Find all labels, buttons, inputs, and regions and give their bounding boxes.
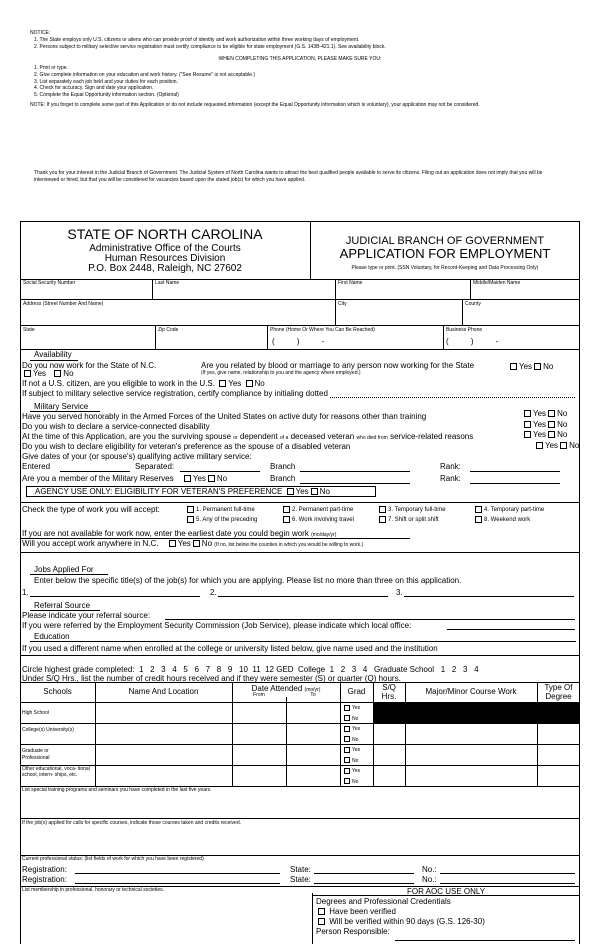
line <box>20 552 580 553</box>
work-type-question: Check the type of work you will accept: <box>22 505 160 514</box>
notice-item-2: 2. Persons subject to military selective service registration must certify compliance to be eligible for state employment (G.S. 143B-421.1). See availability block. <box>34 43 386 50</box>
work-options <box>185 505 575 525</box>
jobs-title: Jobs Applied For <box>34 565 94 574</box>
military-q2: Do you wish to declare a service-connected disability <box>22 422 210 431</box>
start-format: (mo/day/yr) <box>311 532 337 538</box>
no-label: No <box>216 474 228 483</box>
dates-format: (mo/yr) <box>304 687 321 693</box>
divider <box>405 682 406 786</box>
line <box>30 574 108 575</box>
within-label: Will be verified within 90 days (G.S. 126-30) <box>329 917 485 926</box>
q3-no-checkbox[interactable] <box>246 380 253 387</box>
row-label-college: College(s) University(s) <box>22 727 74 733</box>
no-label: No <box>352 736 359 743</box>
line <box>20 349 580 350</box>
aoc-block <box>316 897 485 937</box>
grad-no-checkbox[interactable] <box>344 757 350 763</box>
opt5-checkbox[interactable] <box>187 516 194 523</box>
line <box>20 325 580 326</box>
degree-b: Degree <box>545 692 572 701</box>
no-label: No <box>63 369 74 378</box>
form-instruction: Please type or print. (SSN Voluntary, for Record-Keeping and Data Processing Only) <box>351 265 539 271</box>
line <box>180 471 260 472</box>
divider <box>462 299 463 325</box>
line <box>165 619 575 620</box>
divider <box>340 682 341 786</box>
no-label: No <box>352 778 359 785</box>
m1-no-checkbox[interactable] <box>548 410 555 417</box>
line <box>20 818 580 819</box>
divider <box>443 325 444 349</box>
yes-label: Yes <box>533 419 547 429</box>
line <box>470 471 560 472</box>
m4-yes-checkbox[interactable] <box>536 442 543 449</box>
opt-label: 1. Permanent full-time <box>196 507 255 513</box>
col-yes-checkbox[interactable] <box>344 726 350 732</box>
zip-label: Zip Code <box>158 327 179 333</box>
hours-instruction: Under S/Q Hrs., list the number of credit hours received and if they were semester (S) or quarter (Q) hours. <box>22 674 401 683</box>
anywhere-question <box>22 539 363 549</box>
line <box>312 895 580 896</box>
yes-label: Yes <box>177 539 191 548</box>
branch-title: JUDICIAL BRANCH OF GOVERNMENT <box>345 235 545 247</box>
step-4: 4. Check for accuracy. Sign and date your application. <box>34 85 154 92</box>
line <box>440 883 575 884</box>
line <box>330 397 575 398</box>
header-right <box>310 236 580 271</box>
m4-no-checkbox[interactable] <box>560 442 567 449</box>
within-checkbox[interactable] <box>318 918 325 925</box>
divider <box>155 325 156 349</box>
availability-q2: Are you related by blood or marriage to any person now working for the State <box>201 361 475 370</box>
referral-title: Referral Source <box>34 601 91 610</box>
opt-label: 3. Temporary full-time <box>388 507 446 513</box>
no-label: No <box>254 379 265 388</box>
divider <box>286 697 287 786</box>
line <box>470 483 560 484</box>
opt4-checkbox[interactable] <box>475 506 482 513</box>
completing-header: WHEN COMPLETING THIS APPLICATION, PLEASE MAKE SURE YOU: <box>218 56 382 63</box>
anywhere-note: (If no, list below the counties in which you would be willing to work.) <box>214 542 364 548</box>
verified-checkbox[interactable] <box>318 908 325 915</box>
military-q3 <box>22 432 473 442</box>
agency-no-checkbox[interactable] <box>311 488 318 495</box>
line <box>395 940 575 941</box>
availability-q2-note: (If yes, give name, relationship to you and the agency where employed.) <box>201 370 361 376</box>
home-phone-field[interactable]: ( ) - <box>272 337 325 346</box>
military-title: Military Service <box>34 402 89 411</box>
thanks-paragraph: Thank you for your interest in the Judicial Branch of Government. The Judicial System of North Carolina wants to attract the best qualified people available to serve its citizens. Filing out an application does not imply that you will be interviewed or hired, but that you will be considered for vacancies based upon the stated job(s) for which you have applied. <box>34 170 543 183</box>
q1-no-checkbox[interactable] <box>54 370 61 377</box>
divider <box>335 279 336 299</box>
grad-yes-checkbox[interactable] <box>344 747 350 753</box>
training-label: List special training programs and seminars you have completed in the last five years. <box>22 787 212 793</box>
dates-text: Date Attended <box>251 684 303 693</box>
line <box>20 744 580 745</box>
notice-block <box>30 30 570 109</box>
line <box>75 883 280 884</box>
notice-item-1: 1. The State employs only U.S. citizens or aliens who can provide proof of identity and work authorization within three working days of employment. <box>34 36 360 43</box>
col-to: To <box>310 692 316 698</box>
jobs-instruction: Enter below the specific title(s) of the job(s) for which you are applying. Please list no more than three on this application. <box>34 576 462 585</box>
opt2-checkbox[interactable] <box>283 506 290 513</box>
availability-q1-options <box>22 369 74 378</box>
q3-text-c: or <box>233 435 238 441</box>
office-name: Administrative Office of the Courts <box>89 243 241 254</box>
q3-text-e: of a <box>280 435 289 441</box>
m1-yes-checkbox[interactable] <box>524 410 531 417</box>
col-degree <box>537 683 580 701</box>
q3-text-b: surviving spouse <box>171 432 232 441</box>
reserves-branch-label: Branch <box>270 474 296 483</box>
opt1-checkbox[interactable] <box>187 506 194 513</box>
no-label: No <box>543 362 554 371</box>
military-q4: Do you wish to declare eligibility for veteran's preference as the spouse of a disabled veteran <box>22 442 351 451</box>
reserves-rank-label: Rank: <box>440 474 461 483</box>
yes-label: Yes <box>228 379 242 388</box>
divider <box>470 279 471 299</box>
m3-yes-checkbox[interactable] <box>524 431 531 438</box>
divider <box>312 893 313 944</box>
line <box>20 299 580 300</box>
start-text: If you are not available for work now, enter the earliest date you could begin work <box>22 529 309 538</box>
status-label: Current professional status: (list fields of work for which you have been registered) <box>22 856 204 862</box>
rank-label: Rank: <box>440 462 461 471</box>
m3-no-checkbox[interactable] <box>548 431 555 438</box>
reserves-yes-checkbox[interactable] <box>184 475 191 482</box>
grade-completed: Circle highest grade completed: 1 2 3 4 5 6 7 8 9 10 11 12 GED College 1 2 3 4 Graduate School 1 2 3 4 <box>22 665 479 674</box>
address-label: Address (Street Number And Name) <box>23 301 104 307</box>
yes-label: Yes <box>545 440 559 450</box>
state-name: STATE OF NORTH CAROLINA <box>67 226 263 242</box>
division-name: Human Resources Division <box>104 253 226 264</box>
other-yes-checkbox[interactable] <box>344 768 350 774</box>
first-name-label: First Name <box>338 280 363 286</box>
no-label: No <box>569 440 580 450</box>
degree-a: Type Of <box>544 683 573 692</box>
opt-label: 5. Any of the preceding <box>196 517 258 523</box>
anywhere-yes-checkbox[interactable] <box>169 540 176 547</box>
yes-label: Yes <box>352 705 361 711</box>
availability-q1: Do you now work for the State of N.C. <box>22 361 157 370</box>
courses-label: If the job(s) applied for calls for specific courses, indicate those courses taken and credits received. <box>22 820 241 826</box>
row-label-graduate: Graduate or Professional <box>22 748 50 761</box>
line <box>20 655 580 656</box>
opt-label: 6. Work involving travel <box>292 517 354 523</box>
anywhere-no-checkbox[interactable] <box>193 540 200 547</box>
line <box>20 682 580 683</box>
yes-label: Yes <box>352 747 361 753</box>
city-label: City <box>338 301 347 307</box>
job-1: 1. <box>22 588 29 597</box>
other-no-checkbox[interactable] <box>344 778 350 784</box>
divider <box>335 299 336 325</box>
referral-q1: Please indicate your referral source: <box>22 611 151 620</box>
availability-q2-options <box>508 362 553 371</box>
branch-label: Branch <box>270 462 296 471</box>
line <box>404 596 574 597</box>
referral-q2: If you were referred by the Employment Security Commission (Job Service), please indicate which local office: <box>22 621 412 630</box>
high-school-shade <box>373 702 580 723</box>
entered-label: Entered <box>22 462 51 471</box>
grad-checkboxes <box>342 703 360 787</box>
yes-label: Yes <box>533 409 547 418</box>
no-label: No <box>319 487 330 496</box>
yes-label: Yes <box>295 487 309 496</box>
form-title: APPLICATION FOR EMPLOYMENT <box>339 246 551 261</box>
line <box>20 502 580 503</box>
row-label-high-school: High School <box>22 710 49 716</box>
line <box>218 596 388 597</box>
step-1: 1. Print or type. <box>34 65 68 71</box>
line <box>300 483 410 484</box>
agency-text: AGENCY USE ONLY: ELIGIBILITY FOR VETERAN'S PREFERENCE <box>35 487 283 496</box>
agency-use-box <box>26 486 376 497</box>
person-responsible-label: Person Responsible: <box>316 927 390 936</box>
yes-label: Yes <box>33 369 47 378</box>
divider <box>152 279 153 299</box>
col-no-checkbox[interactable] <box>344 736 350 742</box>
q3-text-g: who died from <box>356 435 388 441</box>
military-q5: Give dates of your (or spouse's) qualifying active military service: <box>22 452 252 461</box>
agency-yes-checkbox[interactable] <box>287 488 294 495</box>
divider <box>267 325 268 349</box>
q2-yes-checkbox[interactable] <box>510 363 517 370</box>
education-q1: If you used a different name when enrolled at the college or university listed below, give name used and the institution <box>22 644 438 653</box>
middle-name-label: Middle/Maiden Name <box>473 280 521 286</box>
opt6-checkbox[interactable] <box>283 516 290 523</box>
job-2: 2. <box>210 588 217 597</box>
m2-no-checkbox[interactable] <box>548 421 555 428</box>
education-title: Education <box>34 632 70 641</box>
no-label: No <box>557 419 568 429</box>
q1-yes-checkbox[interactable] <box>24 370 31 377</box>
job-3: 3. <box>396 588 403 597</box>
yes-label: Yes <box>533 430 547 439</box>
notice-title: NOTICE: <box>30 30 51 36</box>
note: NOTE: If you forget to complete some part of this Application or do not include requested information (except the Equal Opportunity information which is voluntary), your application may not be considered. <box>30 101 480 108</box>
yes-label: Yes <box>192 474 206 483</box>
q3-yes-checkbox[interactable] <box>219 380 226 387</box>
divider <box>95 682 96 786</box>
opt7-checkbox[interactable] <box>379 516 386 523</box>
line <box>75 873 280 874</box>
col-grad: Grad <box>347 687 366 696</box>
availability-q3 <box>22 379 265 388</box>
yes-label: Yes <box>352 768 361 774</box>
col-major: Major/Minor Course Work <box>425 687 517 696</box>
opt-label: 2. Permanent part-time <box>292 507 354 513</box>
business-phone-field[interactable]: ( ) - <box>446 337 499 346</box>
opt3-checkbox[interactable] <box>379 506 386 513</box>
row-label-other: Other educational, voca- tional school, intern- ships, etc. <box>22 766 90 779</box>
ssn-label: Social Security Number <box>23 280 76 286</box>
col-name: Name And Location <box>128 687 199 696</box>
q3-text: If not a U.S. citizen, are you eligible to work in the U.S. <box>22 379 215 388</box>
availability-title: Availability <box>34 350 72 359</box>
opt-label: 8. Weekend work <box>484 517 531 523</box>
office-address: P.O. Box 2448, Raleigh, NC 27602 <box>88 263 242 274</box>
registration-1: Registration: <box>22 865 67 874</box>
verified-label: Have been verified <box>329 907 396 916</box>
line <box>30 596 200 597</box>
sq-text: S/Q <box>382 683 396 692</box>
credentials-label: Degrees and Professional Credentials <box>316 897 451 906</box>
reserves-no-checkbox[interactable] <box>208 475 215 482</box>
anywhere-text: Will you accept work anywhere in N.C. <box>22 539 159 548</box>
county-label: County <box>465 301 481 307</box>
no-label: No <box>557 409 568 418</box>
opt8-checkbox[interactable] <box>475 516 482 523</box>
reserves-question <box>22 474 227 483</box>
q3-text-d: dependent <box>239 432 278 441</box>
no-label: No <box>201 539 213 548</box>
registration-2: Registration: <box>22 875 67 884</box>
business-phone-label: Business Phone <box>446 327 483 333</box>
line <box>314 873 414 874</box>
q3-text-f: deceased veteran <box>290 432 355 441</box>
q2-no-checkbox[interactable] <box>534 363 541 370</box>
col-from: From <box>253 692 265 698</box>
no-label: No <box>352 715 359 722</box>
opt-label: 4. Temporary part-time <box>484 507 545 513</box>
separated-label: Separated: <box>135 462 175 471</box>
membership-label: List membership in professional, honorary or technical societies. <box>22 887 165 893</box>
line <box>300 471 410 472</box>
step-2: 2. Give complete information on your education and work history. ("See Resume" is not acceptable.) <box>34 71 256 78</box>
no-label: No <box>557 430 568 439</box>
state-label: State <box>23 327 35 333</box>
col-schools: Schools <box>43 687 72 696</box>
home-phone-label: Phone (Home Or Where You Can Be Reached) <box>270 327 375 333</box>
line <box>440 873 575 874</box>
line <box>60 471 130 472</box>
opt-label: 7. Shift or split shift <box>388 517 439 523</box>
hrs-text: Hrs. <box>381 692 397 701</box>
hs-no-checkbox[interactable] <box>344 715 350 721</box>
line <box>314 883 414 884</box>
yes-label: Yes <box>519 362 533 371</box>
last-name-label: Last Name <box>155 280 180 286</box>
state-1: State: <box>290 865 311 874</box>
reserves-text: Are you a member of the Military Reserves <box>22 474 174 483</box>
no-label: No <box>352 757 359 764</box>
line <box>20 723 580 724</box>
hs-yes-checkbox[interactable] <box>344 705 350 711</box>
military-yes-no-column <box>522 409 579 451</box>
no-2: No.: <box>422 875 437 884</box>
state-2: State: <box>290 875 311 884</box>
line <box>447 629 575 630</box>
line <box>30 641 576 642</box>
availability-q4: If subject to military selective service registration, certify compliance by initialing dotted <box>22 389 328 398</box>
m2-yes-checkbox[interactable] <box>524 421 531 428</box>
col-sq <box>373 683 405 701</box>
step-3: 3. List separately each job held and your duties for each position. <box>34 78 178 85</box>
yes-label: Yes <box>352 726 361 732</box>
military-q1: Have you served honorably in the Armed Forces of the United States on active duty for reasons other than training <box>22 412 427 421</box>
step-5: 5. Complete the Equal Opportunity information section. (Optional) <box>34 92 179 98</box>
aoc-label: FOR AOC USE ONLY <box>407 887 486 896</box>
no-1: No.: <box>422 865 437 874</box>
q3-text-h: service-related reasons <box>390 432 474 441</box>
line <box>20 765 580 766</box>
header-left <box>20 226 310 274</box>
q3-text-a: At the time of this Application, are you the <box>22 432 170 441</box>
